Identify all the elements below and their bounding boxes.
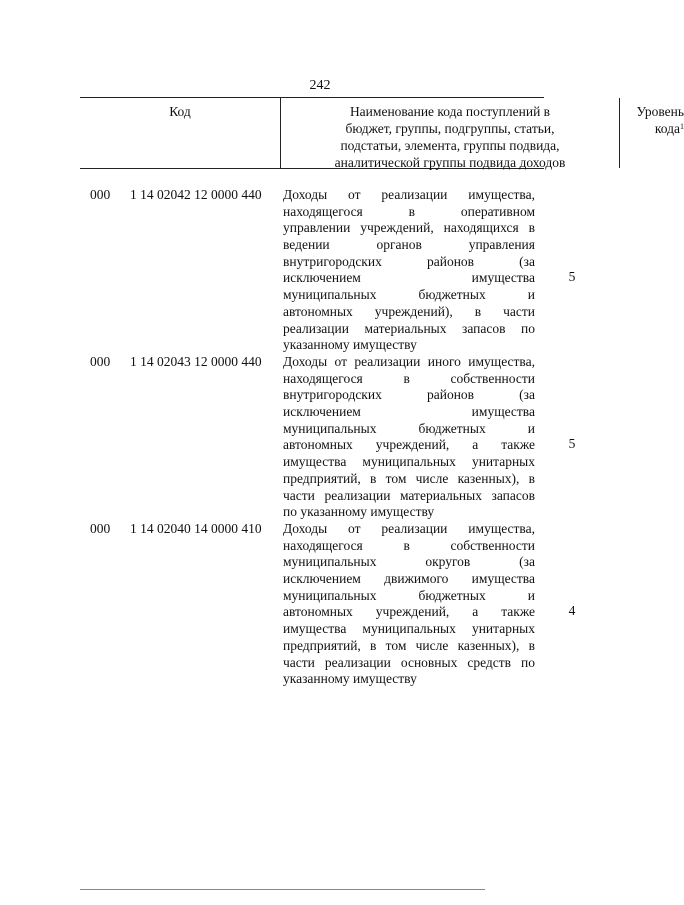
page-number: 242 bbox=[309, 78, 331, 93]
header-level-line1: Уровень bbox=[636, 104, 684, 119]
description-line: автономных учреждений, а также bbox=[283, 604, 535, 620]
description-line: указанному имуществу bbox=[283, 337, 417, 353]
description-line: по указанному имуществу bbox=[283, 504, 435, 520]
admin-code-cell: 000 bbox=[90, 187, 111, 202]
description-line: находящегося в оперативном bbox=[283, 203, 535, 219]
admin-code-cell: 000 bbox=[90, 521, 111, 536]
description-line: управлении учреждений, находящихся в bbox=[283, 220, 535, 236]
admin-code-cell: 000 bbox=[90, 354, 111, 369]
description-line: имущества муниципальных унитарных bbox=[283, 454, 535, 470]
header-level-word: кода bbox=[654, 121, 680, 136]
description-line: реализации материальных запасов по bbox=[283, 320, 535, 336]
description-cell bbox=[283, 187, 535, 354]
description-line: муниципальных округов (за bbox=[283, 554, 535, 570]
description-line: находящегося в собственности bbox=[283, 370, 535, 386]
description-line: части реализации основных средств по bbox=[283, 654, 535, 670]
description-line: предприятий, в том числе казенных), в bbox=[283, 470, 535, 486]
header-name-line: бюджет, группы, подгруппы, статьи, bbox=[345, 121, 555, 136]
description-line: имущества муниципальных унитарных bbox=[283, 621, 535, 637]
description-line: части реализации материальных запасов bbox=[283, 487, 535, 503]
header-code: Код bbox=[169, 104, 191, 119]
description-line: муниципальных бюджетных и bbox=[283, 587, 535, 603]
description-line: указанному имуществу bbox=[283, 671, 417, 687]
description-cell bbox=[283, 354, 535, 521]
description-line: Доходы от реализации иного имущества, bbox=[283, 354, 535, 369]
level-cell: 5 bbox=[568, 269, 576, 284]
description-line: ведении органов управления bbox=[283, 237, 535, 253]
code-cell: 1 14 02043 12 0000 440 bbox=[130, 354, 262, 369]
description-line: предприятий, в том числе казенных), в bbox=[283, 637, 535, 653]
code-cell: 1 14 02042 12 0000 440 bbox=[130, 187, 262, 202]
page-bottom-rule bbox=[80, 889, 485, 890]
code-cell: 1 14 02040 14 0000 410 bbox=[130, 521, 262, 536]
description-line: Доходы от реализации имущества, bbox=[283, 187, 535, 202]
description-line: исключением имущества bbox=[283, 404, 535, 420]
footnote-marker: 1 bbox=[680, 122, 684, 131]
header-level bbox=[620, 98, 684, 168]
header-name bbox=[280, 98, 620, 168]
table-header bbox=[80, 98, 684, 170]
level-cell: 4 bbox=[568, 603, 576, 618]
header-name-line: аналитической группы подвида доходов bbox=[334, 155, 566, 170]
description-line: Доходы от реализации имущества, bbox=[283, 521, 535, 536]
header-name-line: Наименование кода поступлений в bbox=[349, 104, 551, 119]
description-line: муниципальных бюджетных и bbox=[283, 420, 535, 436]
description-cell bbox=[283, 521, 535, 688]
header-name-line: подстатьи, элемента, группы подвида, bbox=[340, 138, 560, 153]
description-line: исключением имущества bbox=[283, 270, 535, 286]
description-line: автономных учреждений), в части bbox=[283, 303, 535, 319]
description-line: внутригородских районов (за bbox=[283, 253, 535, 269]
level-cell: 5 bbox=[568, 436, 576, 451]
description-line: автономных учреждений, а также bbox=[283, 437, 535, 453]
description-line: муниципальных бюджетных и bbox=[283, 287, 535, 303]
description-line: внутригородских районов (за bbox=[283, 387, 535, 403]
header-level-line2 bbox=[620, 120, 684, 137]
description-line: исключением движимого имущества bbox=[283, 571, 535, 587]
description-line: находящегося в собственности bbox=[283, 537, 535, 553]
